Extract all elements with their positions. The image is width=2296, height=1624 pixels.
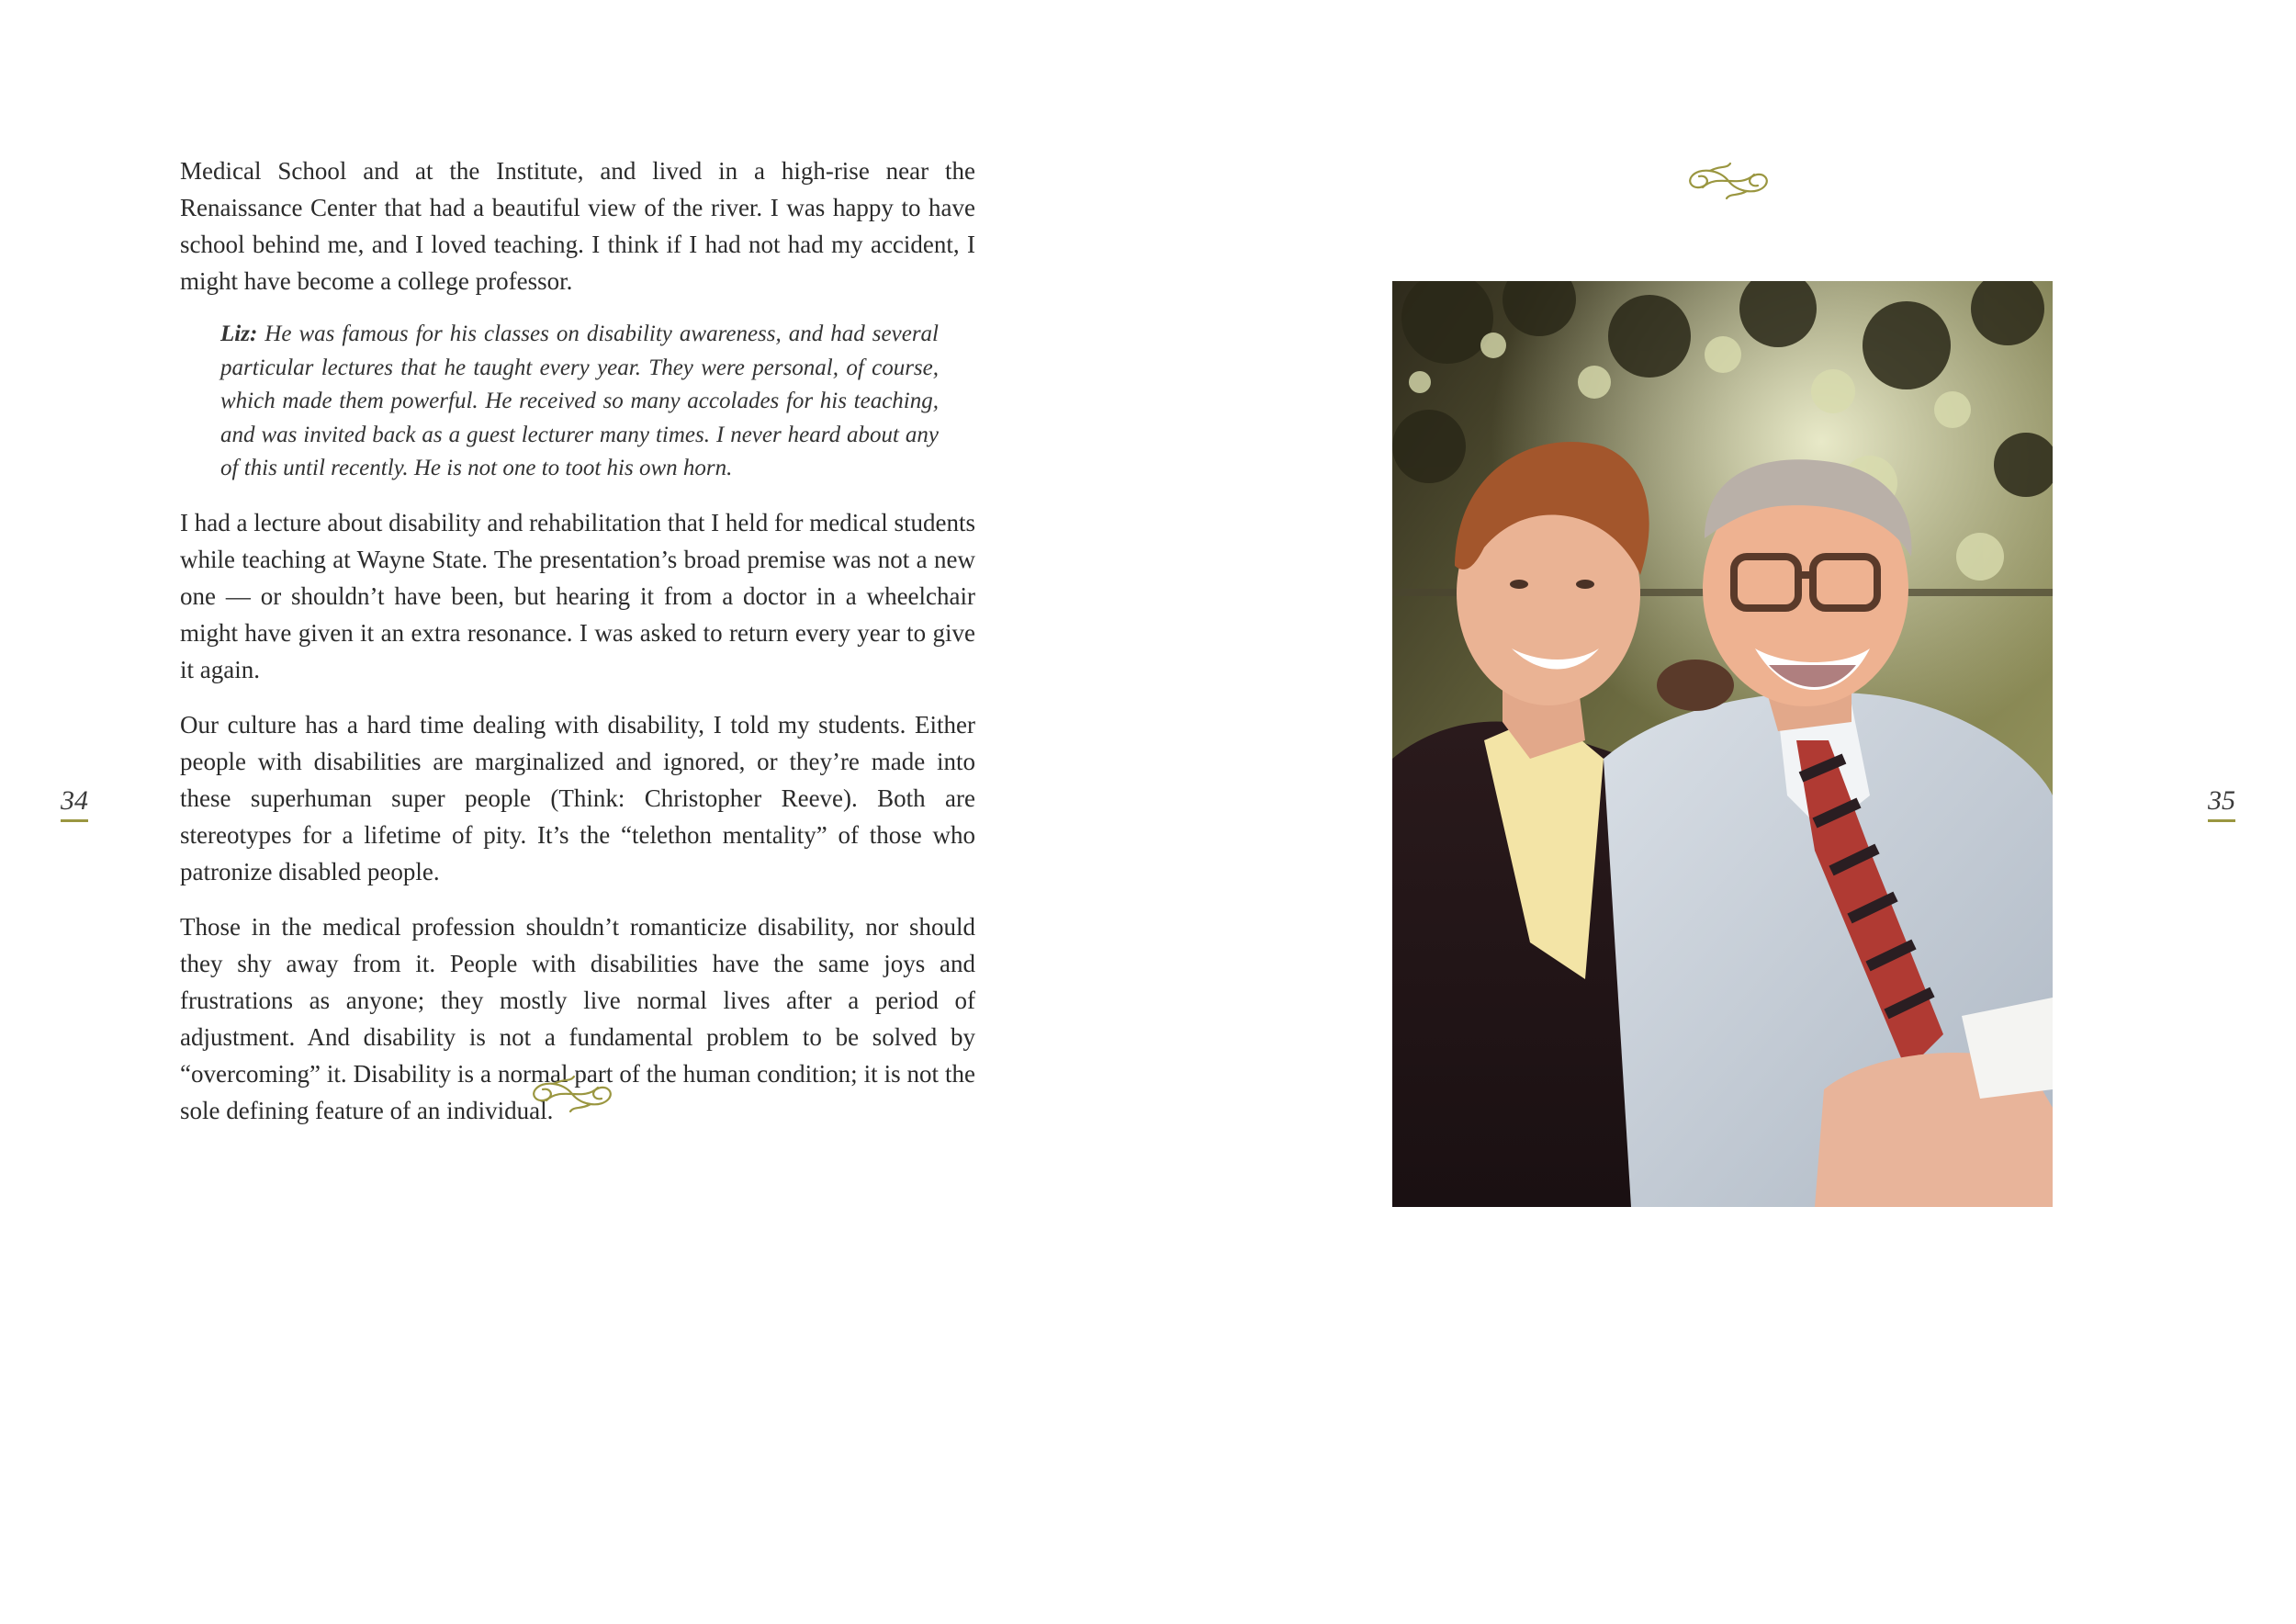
- right-page: [1148, 0, 2296, 1624]
- photo-two-men-graduation: [1392, 281, 2053, 1207]
- body-text: [180, 152, 975, 1147]
- paragraph-3: Our culture has a hard time dealing with disability, I told my students. Either people with disabilities are marginalized and ignored, or they’re made into these superhuman super people (Think: Christopher Reeve). Both are stereotypes for a lifetime of pity. It’s the “telethon mentality” of those who patronize disabled people.: [180, 710, 975, 885]
- page-number: 34: [61, 786, 88, 822]
- paragraph-1: Medical School and at the Institute, and lived in a high-rise near the Renaissance Center that had a beautiful view of the river. I was happy to have school behind me, and I loved teaching. I think if I had not had my accident, I might have become a college professor.: [180, 157, 975, 295]
- page-number: 35: [2208, 786, 2235, 822]
- flourish-ornament-icon: [526, 1073, 618, 1115]
- pull-quote: [220, 318, 939, 486]
- quote-speaker: Liz:: [220, 321, 258, 346]
- photo-illustration: [1392, 281, 2053, 1207]
- flourish-ornament-icon: [1683, 160, 1774, 202]
- paragraph-4: Those in the medical profession shouldn’t romanticize disability, nor should they shy away from it. People with disabilities have the same joys and frustrations as anyone; they mostly live normal lives after a period of adjustment. And disability is not a fundamental problem to be solved by “overcoming” it. Disability is a normal part of the human condition; it is not the sole defining feature of an individual.: [180, 912, 975, 1124]
- quote-text: He was famous for his classes on disability awareness, and had several particular lectures that he taught every year. They were personal, of course, which made them powerful. He received so many accolades for his teaching, and was invited back as a guest lecturer many times. I never heard about any of this until recently. He is not one to toot his own horn.: [220, 321, 939, 480]
- paragraph-2: I had a lecture about disability and rehabilitation that I held for medical students while teaching at Wayne State. The presentation’s broad premise was not a new one — or shouldn’t have been, but hearing it from a doctor in a wheelchair might have given it an extra resonance. I was asked to return every year to give it again.: [180, 508, 975, 683]
